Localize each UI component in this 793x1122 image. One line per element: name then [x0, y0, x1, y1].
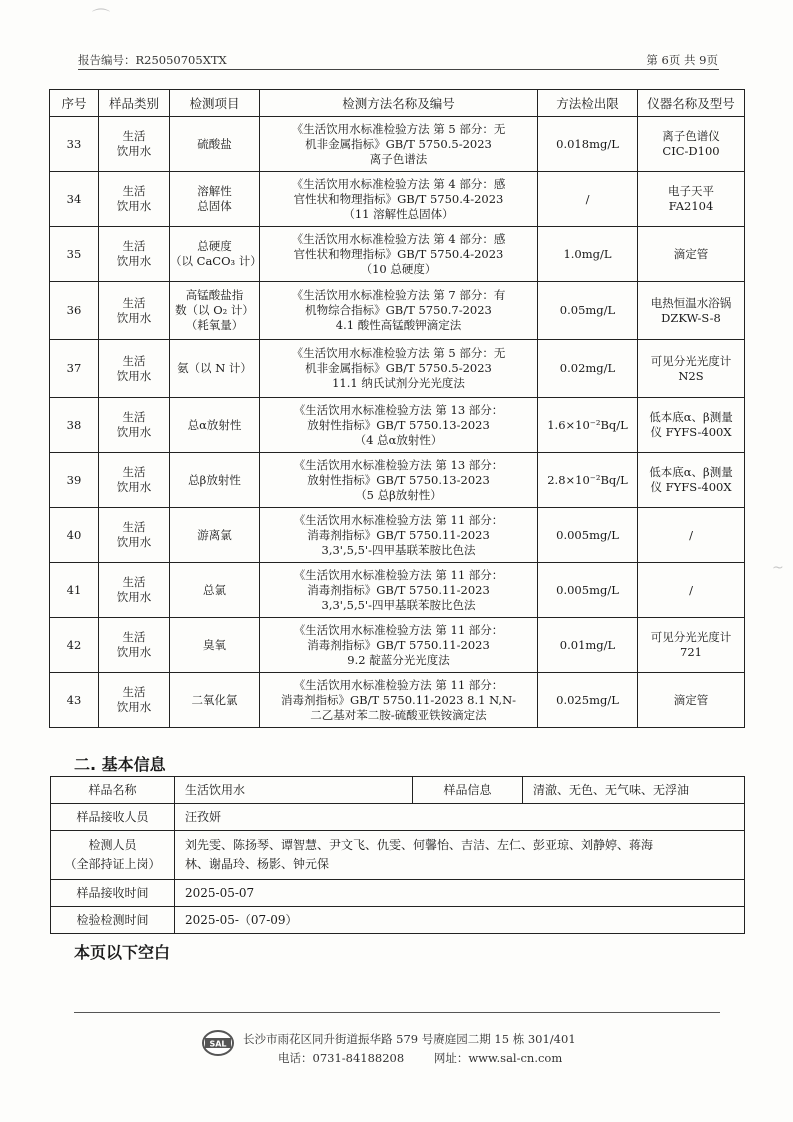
table-row	[50, 227, 745, 282]
cell-line: 11.1 纳氏试剂分光光度法	[332, 376, 465, 390]
table-row	[50, 453, 745, 508]
info-value: 生活饮用水	[175, 777, 413, 804]
cell-equipment	[638, 172, 745, 227]
info-label	[51, 831, 175, 880]
cell-line: 生活	[122, 295, 146, 310]
cell-equipment	[638, 282, 745, 340]
cell-line: 《生活饮用水标准检验方法 第 11 部分：	[293, 567, 504, 582]
cell-line: 《生活饮用水标准检验方法 第 13 部分：	[293, 457, 504, 472]
cell-line: 《生活饮用水标准检验方法 第 11 部分：	[293, 677, 504, 692]
scan-mark: ⌒	[92, 8, 110, 29]
cell-line: 生活	[122, 575, 146, 589]
cell-category	[99, 398, 170, 453]
cell-limit: 0.01mg/L	[538, 618, 638, 673]
cell-line: 总固体	[197, 199, 232, 213]
cell-line: 饮用水	[116, 590, 152, 604]
cell-line: FA2104	[668, 199, 714, 213]
cell-line: 生活	[122, 520, 146, 534]
cell-limit: 1.6×10⁻²Bq/L	[538, 398, 638, 453]
info-label: 样品接收人员	[51, 804, 175, 831]
info-value: 清澈、无色、无气味、无浮油	[523, 777, 745, 804]
cell-line: 仪 FYFS-400X	[650, 480, 732, 494]
cell-line: 生活	[122, 184, 146, 198]
cell-limit: 1.0mg/L	[538, 227, 638, 282]
cell-line: 官性状和物理指标》GB/T 5750.4-2023	[293, 246, 504, 261]
basic-info-table	[50, 776, 745, 934]
cell-item	[170, 508, 260, 563]
cell-item	[170, 398, 260, 453]
cell-method	[260, 227, 538, 282]
cell-no: 33	[50, 117, 99, 172]
footer-divider	[74, 1012, 720, 1013]
cell-line: 溶解性	[197, 184, 232, 198]
info-label-line: 检测人员	[88, 838, 137, 852]
test-methods-table	[49, 89, 745, 728]
cell-no: 36	[50, 282, 99, 340]
cell-item	[170, 172, 260, 227]
info-row	[51, 804, 745, 831]
cell-category	[99, 508, 170, 563]
info-value: 2025-05-（07-09）	[175, 907, 745, 934]
company-logo	[202, 1029, 234, 1061]
table-row	[50, 340, 745, 398]
cell-line: 《生活饮用水标准检验方法 第 11 部分：	[293, 622, 504, 637]
cell-line: 饮用水	[116, 425, 152, 439]
cell-equipment	[638, 618, 745, 673]
cell-line: 721	[680, 645, 702, 659]
cell-line: 《生活饮用水标准检验方法 第 11 部分：	[293, 512, 504, 527]
table-row	[50, 398, 745, 453]
cell-line: 总α放射性	[187, 417, 242, 432]
col-header-method: 检测方法名称及编号	[260, 90, 538, 117]
info-value: 汪孜妍	[175, 804, 745, 831]
cell-line: 消毒剂指标》GB/T 5750.11-2023	[307, 582, 490, 597]
col-header-category: 样品类别	[99, 90, 170, 117]
cell-equipment	[638, 227, 745, 282]
cell-line: 3,3',5,5'-四甲基联苯胺比色法	[321, 542, 476, 557]
cell-no: 41	[50, 563, 99, 618]
cell-line: N2S	[678, 368, 704, 383]
cell-line: 电热恒温水浴锅	[650, 295, 732, 310]
cell-line: 机非金属指标》GB/T 5750.5-2023	[305, 136, 492, 151]
cell-limit: 0.005mg/L	[538, 508, 638, 563]
cell-item	[170, 453, 260, 508]
cell-line: 臭氧	[203, 637, 226, 652]
cell-line: 总氯	[203, 582, 226, 597]
cell-line: 高锰酸盐指	[185, 288, 244, 302]
info-row	[51, 831, 745, 880]
info-row	[51, 777, 745, 804]
cell-line: 硫酸盐	[197, 136, 232, 151]
cell-line: （11 溶解性总固体）	[343, 206, 454, 221]
info-label-line: （全部持证上岗）	[64, 857, 161, 871]
cell-equipment	[638, 398, 745, 453]
cell-line: 可见分光光度计	[650, 630, 732, 644]
cell-equipment	[638, 673, 745, 728]
cell-line: 官性状和物理指标》GB/T 5750.4-2023	[293, 191, 504, 206]
cell-limit: 0.05mg/L	[538, 282, 638, 340]
cell-line: 消毒剂指标》GB/T 5750.11-2023	[307, 527, 490, 542]
cell-line: 仪 FYFS-400X	[650, 425, 732, 439]
col-header-equipment: 仪器名称及型号	[638, 90, 745, 117]
cell-line: 生活	[122, 465, 146, 479]
cell-line: 饮用水	[116, 310, 152, 325]
cell-line: （5 总β放射性）	[355, 487, 442, 502]
cell-no: 37	[50, 340, 99, 398]
cell-method	[260, 618, 538, 673]
cell-line: 《生活饮用水标准检验方法 第 4 部分：感	[291, 231, 506, 246]
cell-line: 生活	[122, 353, 146, 368]
cell-equipment	[638, 117, 745, 172]
blank-below-note: 本页以下空白	[74, 943, 171, 962]
cell-no: 34	[50, 172, 99, 227]
cell-line: 生活	[122, 630, 146, 644]
cell-line: 数（以 O₂ 计）	[175, 303, 254, 317]
report-number: 报告编号：R25050705XTX	[78, 53, 227, 67]
table-row	[50, 172, 745, 227]
cell-method	[260, 673, 538, 728]
cell-line: （耗氧量）	[185, 318, 244, 332]
cell-line: 机物综合指标》GB/T 5750.7-2023	[305, 303, 492, 317]
cell-line: 消毒剂指标》GB/T 5750.11-2023 8.1 N,N-	[280, 692, 517, 707]
cell-equipment	[638, 340, 745, 398]
table-row	[50, 563, 745, 618]
cell-no: 39	[50, 453, 99, 508]
cell-line: CIC-D100	[662, 144, 720, 158]
cell-line: 消毒剂指标》GB/T 5750.11-2023	[307, 637, 490, 652]
footer-address: 长沙市雨花区同升街道振华路 579 号赓庭园二期 15 栋 301/401	[243, 1032, 576, 1046]
cell-no: 38	[50, 398, 99, 453]
cell-line: 游离氯	[197, 527, 232, 542]
testers-line: 林、谢晶玲、杨影、钟元保	[185, 857, 330, 871]
cell-line: 4.1 酸性高锰酸钾滴定法	[335, 318, 462, 332]
cell-limit: /	[538, 172, 638, 227]
cell-method	[260, 508, 538, 563]
cell-equipment	[638, 563, 745, 618]
cell-method	[260, 282, 538, 340]
info-label: 样品名称	[51, 777, 175, 804]
cell-line: 放射性指标》GB/T 5750.13-2023	[307, 417, 490, 432]
cell-line: 饮用水	[116, 144, 152, 158]
cell-method	[260, 340, 538, 398]
cell-method	[260, 117, 538, 172]
cell-line: 滴定管	[673, 246, 709, 261]
cell-line: 低本底α、β测量	[649, 465, 733, 479]
info-value	[175, 831, 745, 880]
cell-line: 3,3',5,5'-四甲基联苯胺比色法	[321, 597, 476, 612]
cell-line: 生活	[122, 410, 146, 424]
cell-line: DZKW-S-8	[661, 310, 721, 325]
cell-method	[260, 398, 538, 453]
table-row	[50, 618, 745, 673]
cell-line: 《生活饮用水标准检验方法 第 5 部分：无	[291, 121, 506, 136]
info-label: 检验检测时间	[51, 907, 175, 934]
cell-limit: 0.018mg/L	[538, 117, 638, 172]
svg-text:SAL: SAL	[209, 1039, 227, 1049]
cell-category	[99, 618, 170, 673]
cell-limit: 2.8×10⁻²Bq/L	[538, 453, 638, 508]
cell-line: 滴定管	[673, 692, 709, 707]
footer-website: 网址：www.sal-cn.com	[433, 1051, 563, 1065]
cell-category	[99, 563, 170, 618]
cell-line: 氨（以 N 计）	[177, 361, 252, 375]
cell-line: 机非金属指标》GB/T 5750.5-2023	[305, 361, 492, 375]
info-value: 2025-05-07	[175, 880, 745, 907]
cell-no: 35	[50, 227, 99, 282]
table-row	[50, 282, 745, 340]
cell-line: 总β放射性	[188, 472, 241, 487]
cell-line: 饮用水	[116, 535, 152, 549]
cell-no: 43	[50, 673, 99, 728]
cell-line: 《生活饮用水标准检验方法 第 5 部分：无	[291, 346, 506, 360]
table-header-row	[50, 90, 745, 117]
cell-line: 二氧化氯	[191, 692, 238, 707]
info-row	[51, 907, 745, 934]
testers-line: 刘先雯、陈扬琴、谭智慧、尹文飞、仇雯、何馨怡、吉洁、左仁、彭亚琼、刘静婷、蒋海	[185, 838, 654, 852]
cell-line: 饮用水	[116, 480, 152, 494]
cell-line: 生活	[122, 685, 146, 699]
cell-method	[260, 172, 538, 227]
cell-line: 饮用水	[116, 254, 152, 268]
cell-category	[99, 172, 170, 227]
cell-item	[170, 563, 260, 618]
cell-limit: 0.025mg/L	[538, 673, 638, 728]
info-row	[51, 880, 745, 907]
scan-mark: ~	[772, 560, 784, 576]
table-row	[50, 673, 745, 728]
cell-line: （10 总硬度）	[360, 261, 437, 276]
table-row	[50, 117, 745, 172]
table-row	[50, 508, 745, 563]
cell-limit: 0.005mg/L	[538, 563, 638, 618]
cell-line: 饮用水	[116, 368, 152, 383]
col-header-limit: 方法检出限	[538, 90, 638, 117]
cell-line: 生活	[122, 239, 146, 253]
cell-equipment	[638, 508, 745, 563]
cell-category	[99, 673, 170, 728]
footer-contact	[278, 1050, 562, 1066]
cell-line: 《生活饮用水标准检验方法 第 7 部分：有	[291, 288, 506, 302]
cell-item	[170, 618, 260, 673]
cell-no: 40	[50, 508, 99, 563]
header-divider	[78, 69, 719, 70]
cell-line: 低本底α、β测量	[649, 410, 733, 424]
cell-line: 饮用水	[116, 700, 152, 714]
cell-line: 离子色谱仪	[662, 129, 720, 143]
section-title-basic-info: 二. 基本信息	[74, 755, 166, 774]
footer-phone: 电话：0731-84188208	[278, 1051, 405, 1065]
cell-item	[170, 117, 260, 172]
cell-line: 可见分光光度计	[650, 353, 732, 368]
cell-no: 42	[50, 618, 99, 673]
col-header-no: 序号	[50, 90, 99, 117]
cell-category	[99, 453, 170, 508]
cell-line: 《生活饮用水标准检验方法 第 13 部分：	[293, 402, 504, 417]
cell-item	[170, 340, 260, 398]
col-header-item: 检测项目	[170, 90, 260, 117]
cell-method	[260, 453, 538, 508]
cell-line: /	[689, 582, 693, 597]
cell-line: （4 总α放射性）	[354, 432, 443, 447]
cell-line: 饮用水	[116, 645, 152, 659]
info-label: 样品接收时间	[51, 880, 175, 907]
cell-line: （以 CaCO₃ 计）	[170, 254, 262, 268]
cell-limit: 0.02mg/L	[538, 340, 638, 398]
cell-item	[170, 227, 260, 282]
cell-line: 《生活饮用水标准检验方法 第 4 部分：感	[291, 176, 506, 191]
cell-category	[99, 117, 170, 172]
cell-line: 生活	[122, 129, 146, 143]
cell-category	[99, 227, 170, 282]
cell-line: 离子色谱法	[369, 151, 428, 166]
cell-category	[99, 340, 170, 398]
cell-line: 9.2 靛蓝分光光度法	[347, 652, 450, 667]
cell-equipment	[638, 453, 745, 508]
cell-line: /	[689, 527, 693, 542]
cell-line: 总硬度	[197, 239, 232, 253]
cell-item	[170, 282, 260, 340]
cell-line: 饮用水	[116, 199, 152, 213]
info-label: 样品信息	[413, 777, 523, 804]
cell-line: 电子天平	[668, 184, 714, 198]
cell-line: 二乙基对苯二胺-硫酸亚铁铵滴定法	[310, 707, 487, 722]
cell-category	[99, 282, 170, 340]
cell-item	[170, 673, 260, 728]
cell-line: 放射性指标》GB/T 5750.13-2023	[307, 472, 490, 487]
cell-method	[260, 563, 538, 618]
page-number: 第 6页 共 9页	[646, 53, 718, 67]
